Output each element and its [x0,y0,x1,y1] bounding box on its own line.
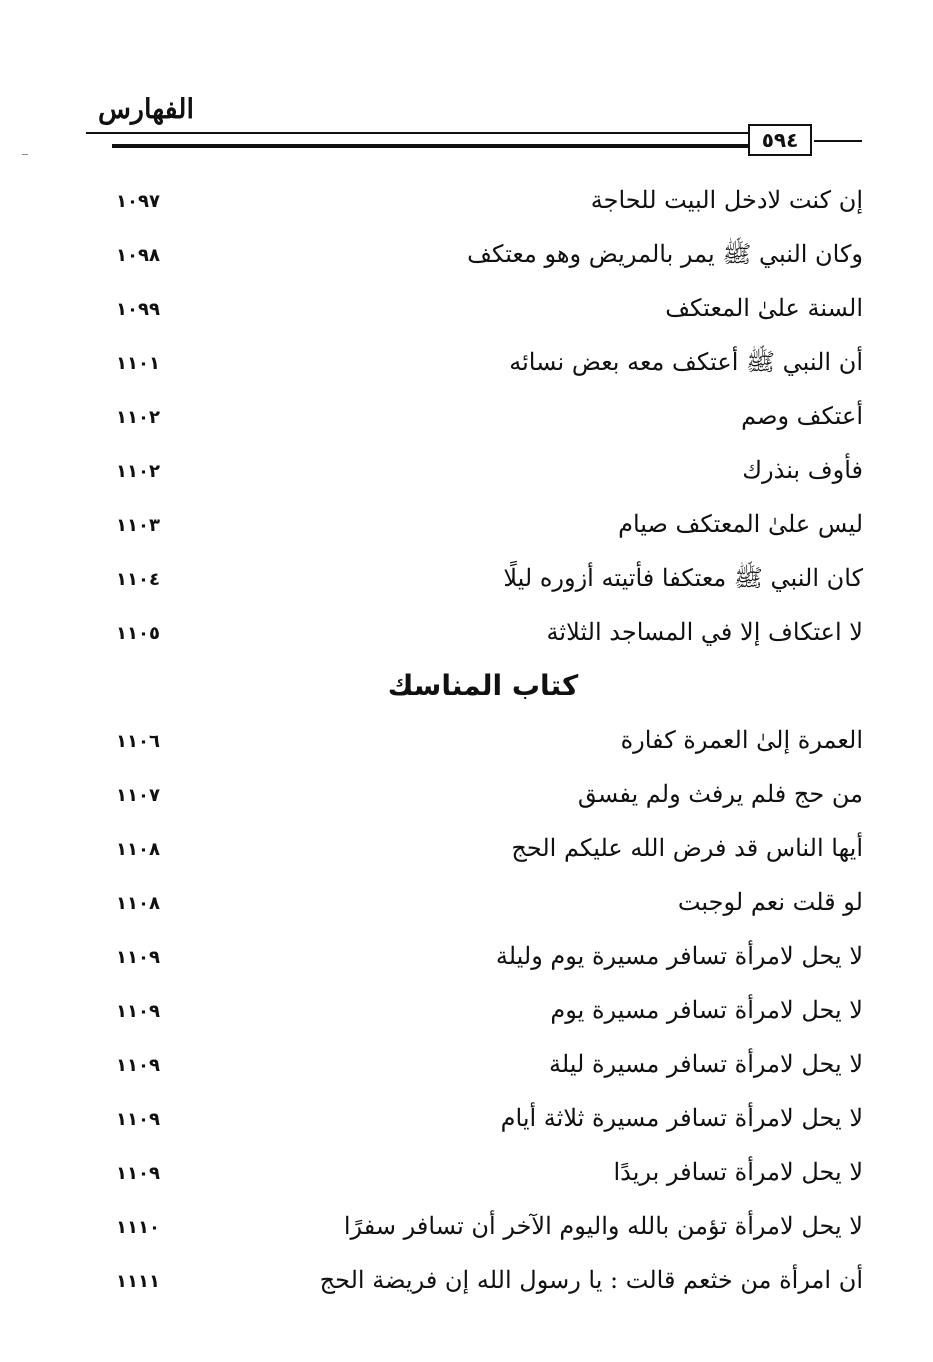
section-heading-text: كتاب المناسك [387,669,579,702]
running-title: الفهارس [97,94,195,125]
index-entry [0,606,933,660]
index-entry [0,822,933,876]
entry-text: لا يحل لامرأة تسافر مسيرة يوم وليلة [495,942,863,970]
page-header [0,0,933,170]
entry-text: فأوف بنذرك [742,456,863,484]
index-entry [0,1200,933,1254]
entry-ref: ١١٠٩ [116,1001,160,1022]
entry-text: السنة علىٰ المعتكف [665,294,863,322]
index-entry [0,336,933,390]
entry-text: أعتكف وصم [741,402,863,430]
header-rule-thin [86,132,748,134]
entry-text: وكان النبي ﷺ يمر بالمريض وهو معتكف [467,240,863,268]
entry-ref: ١١٠٢ [116,461,160,482]
entry-ref: ١١٠٩ [116,1163,160,1184]
entry-text: لا اعتكاف إلا في المساجد الثلاثة [546,618,863,646]
index-entry [0,714,933,768]
entry-text: لا يحل لامرأة تسافر مسيرة ثلاثة أيام [500,1104,863,1132]
entry-text: أن النبي ﷺ أعتكف معه بعض نسائه [509,348,863,376]
section-heading [0,660,933,714]
entry-ref: ١١٠٩ [116,1109,160,1130]
entry-ref: ١١٠٩ [116,1055,160,1076]
entry-ref: ١١٠٧ [116,785,160,806]
entry-ref: ١١٠٣ [116,515,160,536]
entry-text: لا يحل لامرأة تسافر بريدًا [613,1158,863,1186]
index-entry [0,1038,933,1092]
entry-text: أن امرأة من خثعم قالت : يا رسول الله إن فريضة الحج [319,1266,863,1294]
entry-ref: ١١١٠ [116,1217,160,1238]
entry-text: لا يحل لامرأة تسافر مسيرة يوم [550,996,863,1024]
entry-ref: ١١٠٨ [116,893,160,914]
index-entry [0,768,933,822]
margin-mark [22,154,28,157]
entry-ref: ١١٠٤ [116,569,160,590]
index-entry [0,930,933,984]
entry-text: لا يحل لامرأة تسافر مسيرة ليلة [548,1050,863,1078]
entry-ref: ١١٠١ [116,353,160,374]
entry-ref: ١١٠٦ [116,731,160,752]
entry-ref: ١١٠٨ [116,839,160,860]
entry-text: من حج فلم يرفث ولم يفسق [577,780,863,808]
header-rule-right [814,140,862,142]
entry-text: ليس علىٰ المعتكف صيام [618,510,863,538]
index-entry [0,1146,933,1200]
entry-text: إن كنت لادخل البيت للحاجة [590,186,863,214]
index-entry [0,552,933,606]
index-entry [0,1254,933,1308]
index-entry [0,174,933,228]
header-rule-thick [112,144,748,148]
entry-ref: ١٠٩٩ [116,299,160,320]
entry-text: لا يحل لامرأة تؤمن بالله واليوم الآخر أن تسافر سفرًا [343,1212,863,1240]
entry-text: أيها الناس قد فرض الله عليكم الحج [511,834,863,862]
entry-text: لو قلت نعم لوجبت [677,888,863,916]
index-entry [0,498,933,552]
index-entry [0,444,933,498]
entry-ref: ١١٠٥ [116,623,160,644]
entry-ref: ١٠٩٨ [116,245,160,266]
index-entry [0,1092,933,1146]
entry-ref: ١٠٩٧ [116,191,160,212]
index-entry [0,984,933,1038]
index-entry [0,282,933,336]
page-number-box: ٥٩٤ [748,124,812,156]
index-entries [0,174,933,1308]
index-entry [0,390,933,444]
entry-ref: ١١٠٢ [116,407,160,428]
index-entry [0,876,933,930]
entry-text: كان النبي ﷺ معتكفا فأتيته أزوره ليلًا [503,564,863,592]
entry-ref: ١١١١ [116,1271,160,1292]
entry-ref: ١١٠٩ [116,947,160,968]
entry-text: العمرة إلىٰ العمرة كفارة [620,726,863,754]
index-entry [0,228,933,282]
